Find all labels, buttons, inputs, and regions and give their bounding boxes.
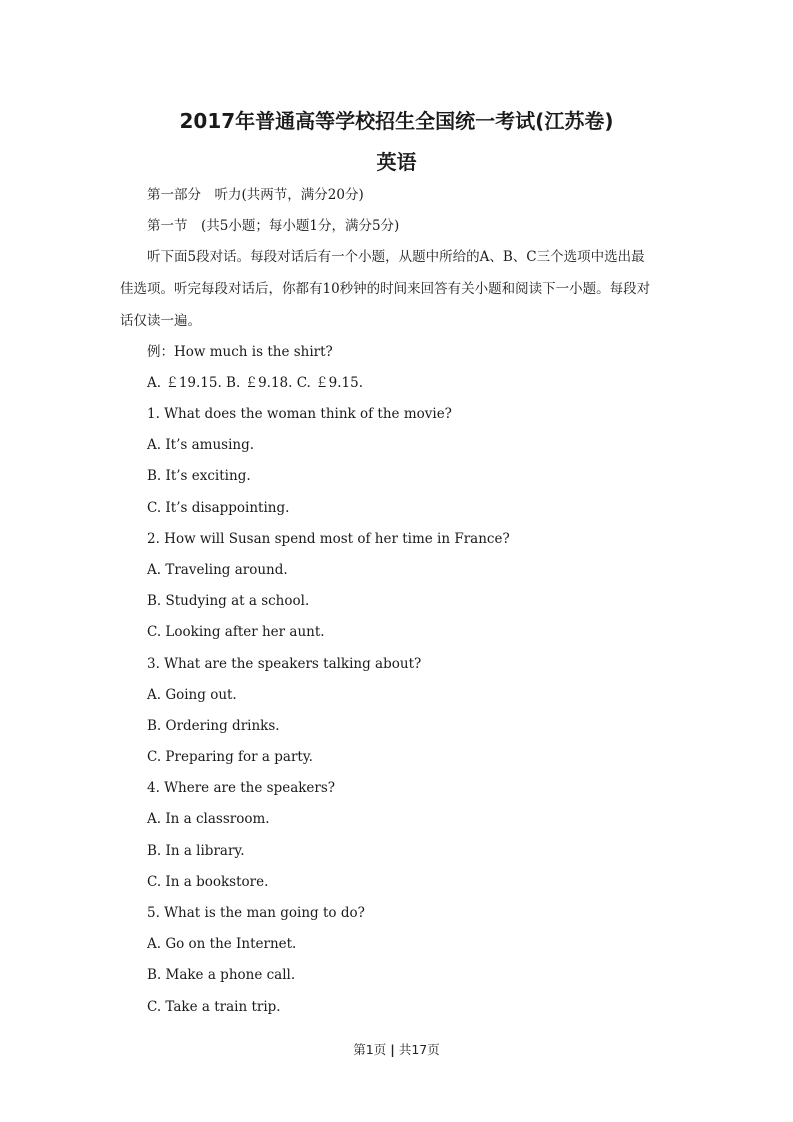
page-total: 共17页 xyxy=(398,1042,440,1057)
question-5-option-a: A. Go on the Internet. xyxy=(147,936,297,952)
page-current: 第1页 xyxy=(353,1042,387,1057)
question-1-option-b: B. It’s exciting. xyxy=(147,468,251,484)
document-title: 2017年普通高等学校招生全国统一考试(江苏卷) xyxy=(179,109,614,133)
question-3-option-a: A. Going out. xyxy=(147,687,237,703)
subject-title: 英语 xyxy=(376,150,417,174)
question-2-option-b: B. Studying at a school. xyxy=(147,593,310,609)
instructions-line-1: 听下面5段对话。每段对话后有一个小题，从题中所给的A、B、C三个选项中选出最 xyxy=(147,249,645,265)
question-2-option-c: C. Looking after her aunt. xyxy=(147,624,325,640)
example-question: 例：How much is the shirt? xyxy=(147,344,333,360)
page-footer xyxy=(0,1040,793,1058)
question-2-stem: 2. How will Susan spend most of her time in France? xyxy=(147,531,510,547)
instructions-line-3: 话仅读一遍。 xyxy=(120,313,201,329)
instructions-line-2: 佳选项。听完每段对话后，你都有10秒钟的时间来回答有关小题和阅读下一小题。每段对 xyxy=(120,281,651,297)
question-4-option-a: A. In a classroom. xyxy=(147,811,270,827)
question-3-option-c: C. Preparing for a party. xyxy=(147,749,313,765)
question-4-option-c: C. In a bookstore. xyxy=(147,874,269,890)
part-heading: 第一部分 听力(共两节，满分20分) xyxy=(147,187,364,203)
section-heading: 第一节 (共5小题；每小题1分，满分5分) xyxy=(147,218,400,234)
question-5-stem: 5. What is the man going to do? xyxy=(147,905,365,921)
question-3-option-b: B. Ordering drinks. xyxy=(147,718,280,734)
question-4-stem: 4. Where are the speakers? xyxy=(147,780,336,796)
question-4-option-b: B. In a library. xyxy=(147,843,245,859)
page-separator: | xyxy=(390,1042,395,1057)
question-2-option-a: A. Traveling around. xyxy=(147,562,288,578)
question-1-option-a: A. It’s amusing. xyxy=(147,437,255,453)
question-1-stem: 1. What does the woman think of the movie? xyxy=(147,406,452,422)
question-5-option-c: C. Take a train trip. xyxy=(147,999,281,1015)
question-1-option-c: C. It’s disappointing. xyxy=(147,500,290,516)
example-options: A. ￡19.15. B. ￡9.18. C. ￡9.15. xyxy=(147,375,363,391)
question-3-stem: 3. What are the speakers talking about? xyxy=(147,656,422,672)
question-5-option-b: B. Make a phone call. xyxy=(147,967,296,983)
